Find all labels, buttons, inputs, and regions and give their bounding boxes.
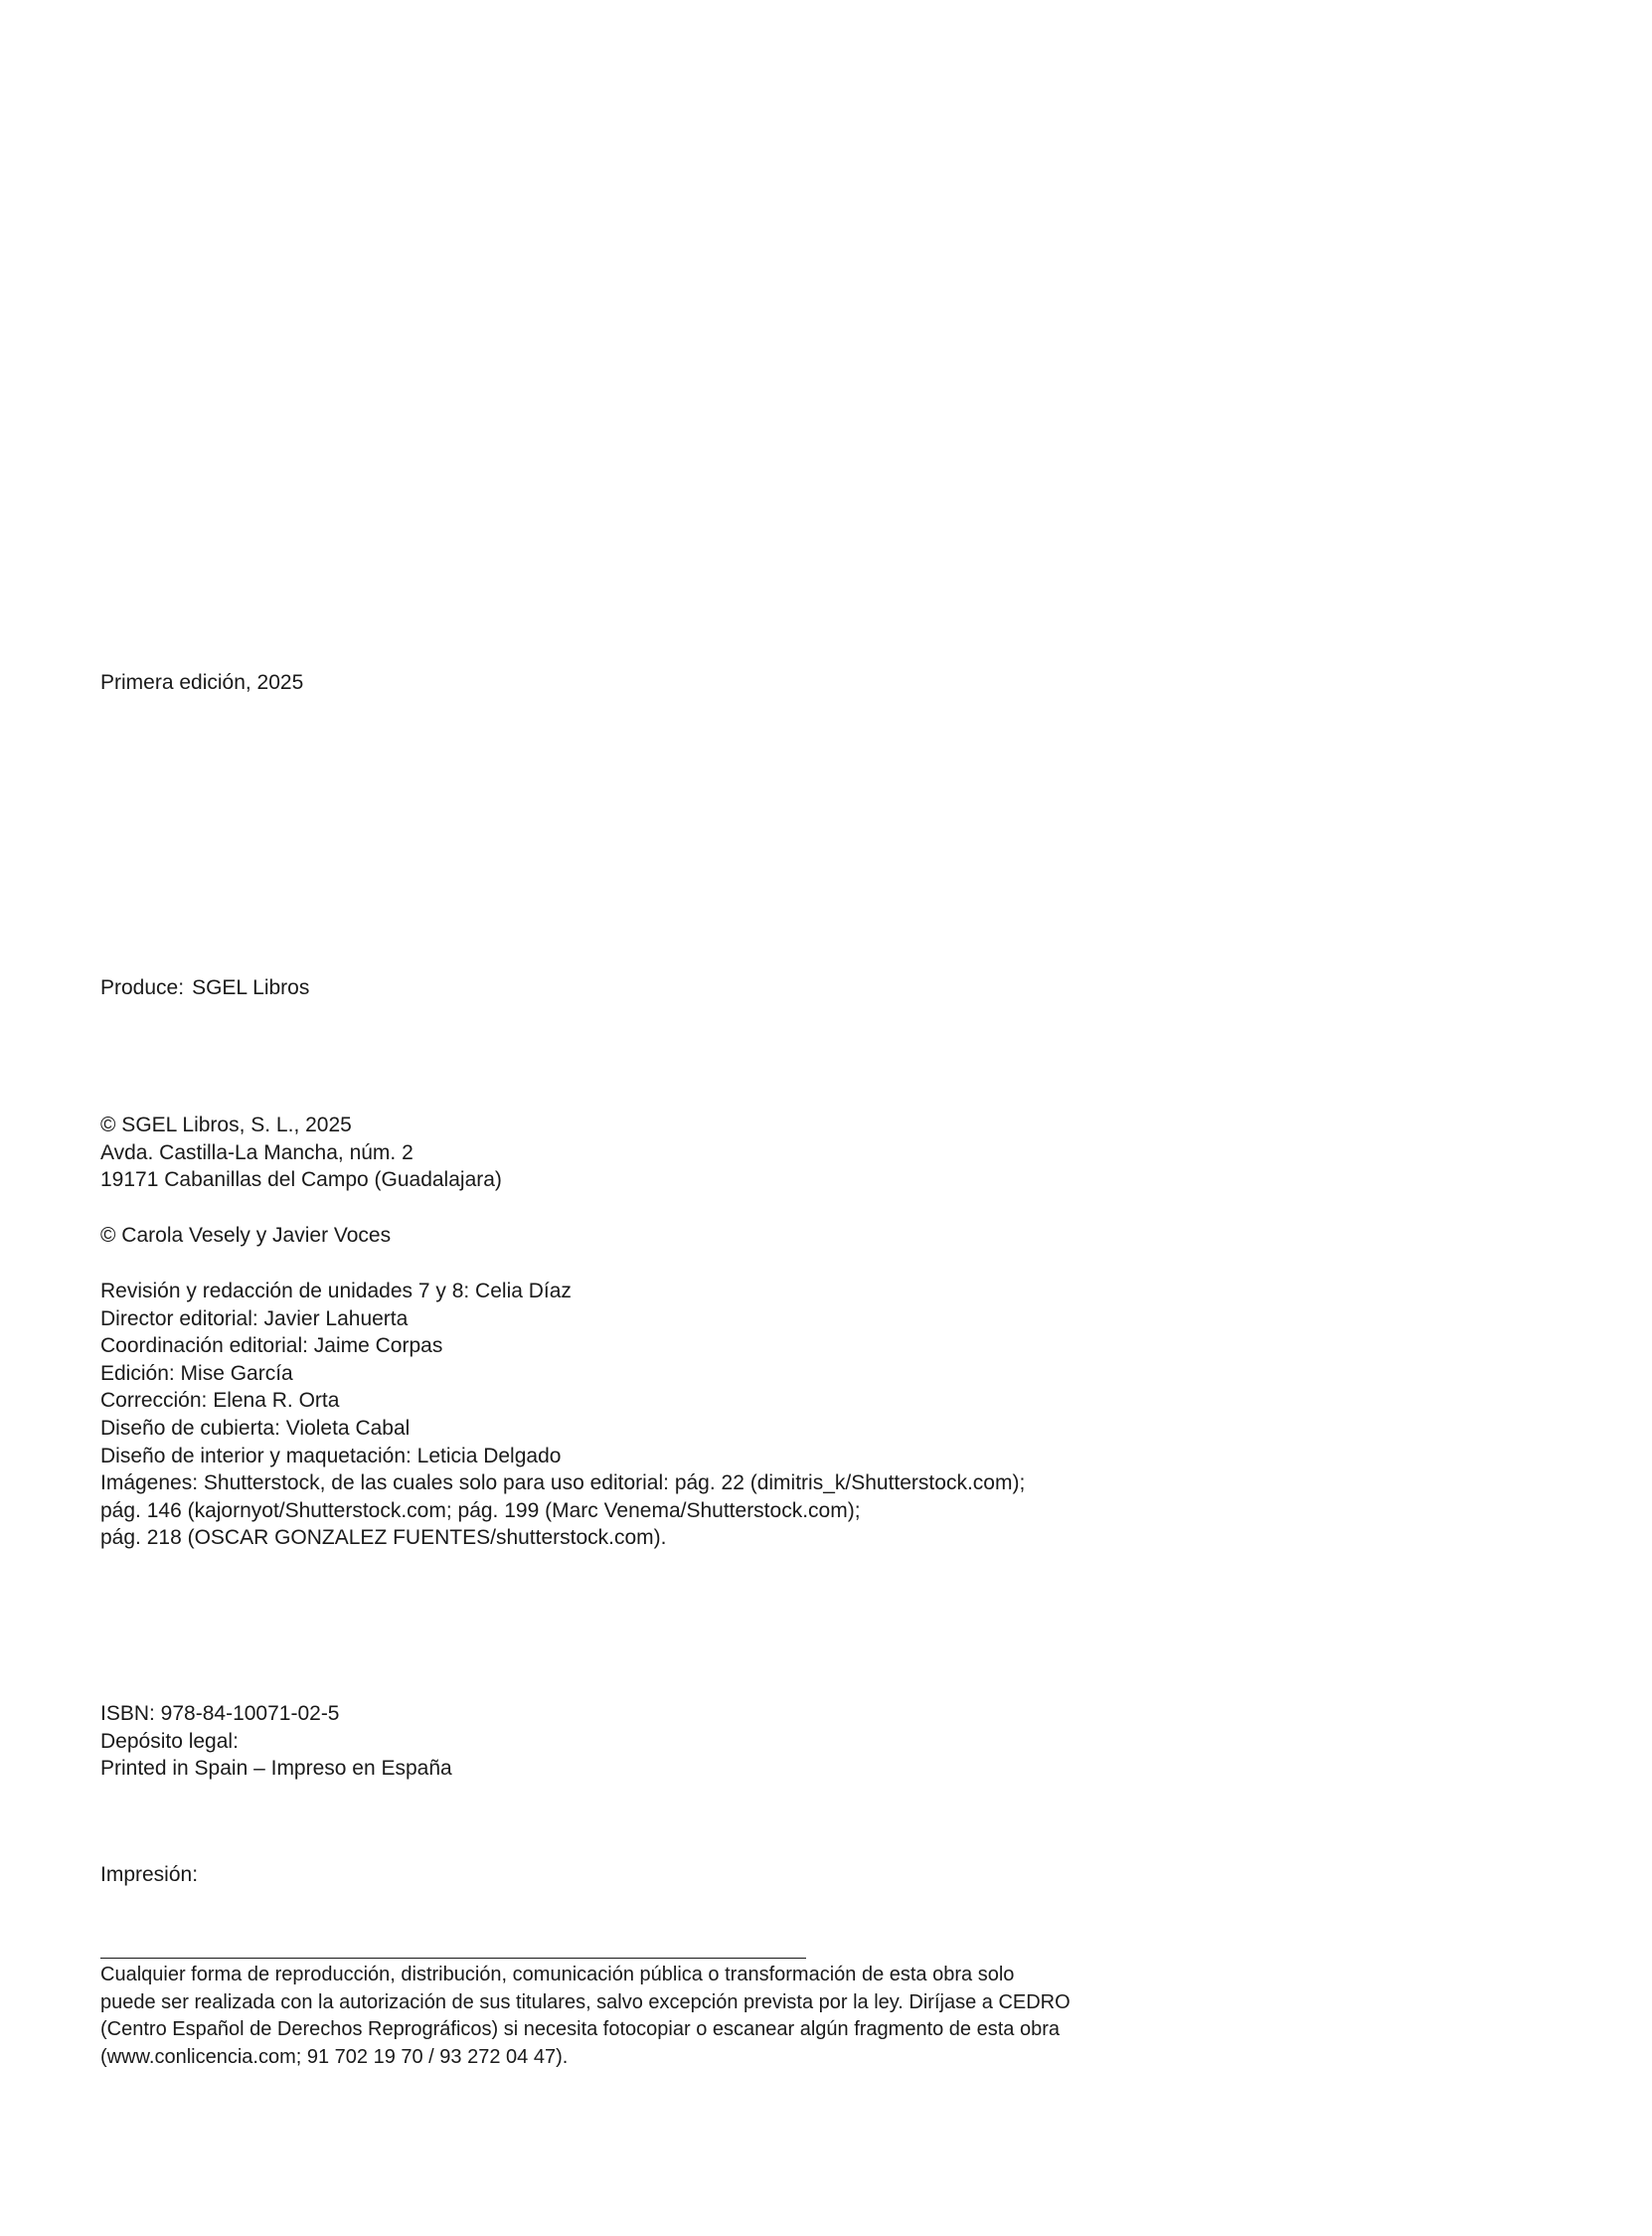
producer-label: Produce:: [100, 976, 185, 999]
authors-copyright: [100, 1222, 391, 1250]
credit-line: Diseño de interior y maquetación: Leticia Delgado: [100, 1444, 562, 1467]
edition-line: Primera edición, 2025: [100, 671, 304, 694]
credit-line: Edición: Mise García: [100, 1361, 293, 1385]
footnote-divider: [100, 1958, 806, 1959]
legal-notice-line: Cualquier forma de reproducción, distribución, comunicación pública o transformación de esta obra solo: [100, 1964, 1015, 1985]
legal-notice-line: puede ser realizada con la autorización de sus titulares, salvo excepción prevista por la ley. Diríjase a CEDRO: [100, 1990, 1071, 2013]
printed-in-line: Printed in Spain – Impreso en España: [100, 1757, 452, 1781]
publisher-copyright-line: © SGEL Libros, S. L., 2025: [100, 1114, 352, 1136]
printing-line: Impresión:: [100, 1863, 199, 1886]
isbn-line: ISBN: 978-84-10071-02-5: [100, 1702, 340, 1725]
authors-copyright-line: © Carola Vesely y Javier Voces: [100, 1224, 392, 1247]
producer-line: [100, 974, 309, 1002]
producer-name: SGEL Libros: [192, 976, 310, 999]
legal-deposit-line: Depósito legal:: [100, 1729, 239, 1753]
publisher-city-line: 19171 Cabanillas del Campo (Guadalajara): [100, 1168, 502, 1192]
credit-line: pág. 218 (OSCAR GONZALEZ FUENTES/shutterstock.com).: [100, 1526, 667, 1550]
editorial-credits: [100, 1278, 1025, 1552]
legal-notice: [100, 1962, 1071, 2071]
publisher-copyright: [100, 1112, 502, 1194]
edition-statement: [100, 669, 303, 697]
printing-info: [100, 1861, 198, 1889]
registration-info: [100, 1700, 452, 1783]
credit-line: Director editorial: Javier Lahuerta: [100, 1306, 409, 1330]
credit-line: pág. 146 (kajornyot/Shutterstock.com; pág. 199 (Marc Venema/Shutterstock.com);: [100, 1498, 861, 1522]
legal-notice-line: (www.conlicencia.com; 91 702 19 70 / 93 272 04 47).: [100, 2045, 569, 2068]
credit-line: Imágenes: Shutterstock, de las cuales solo para uso editorial: pág. 22 (dimitris_k/Shutterstock.com);: [100, 1471, 1026, 1495]
credit-line: Revisión y redacción de unidades 7 y 8: Celia Díaz: [100, 1280, 572, 1302]
legal-notice-line: (Centro Español de Derechos Reprográficos) si necesita fotocopiar o escanear algún fragmento de esta obra: [100, 2018, 1060, 2041]
credit-line: Coordinación editorial: Jaime Corpas: [100, 1334, 443, 1358]
producer-statement: [100, 974, 309, 1002]
credit-line: Corrección: Elena R. Orta: [100, 1389, 340, 1413]
credit-line: Diseño de cubierta: Violeta Cabal: [100, 1416, 411, 1440]
publisher-address-line: Avda. Castilla-La Mancha, núm. 2: [100, 1140, 413, 1164]
